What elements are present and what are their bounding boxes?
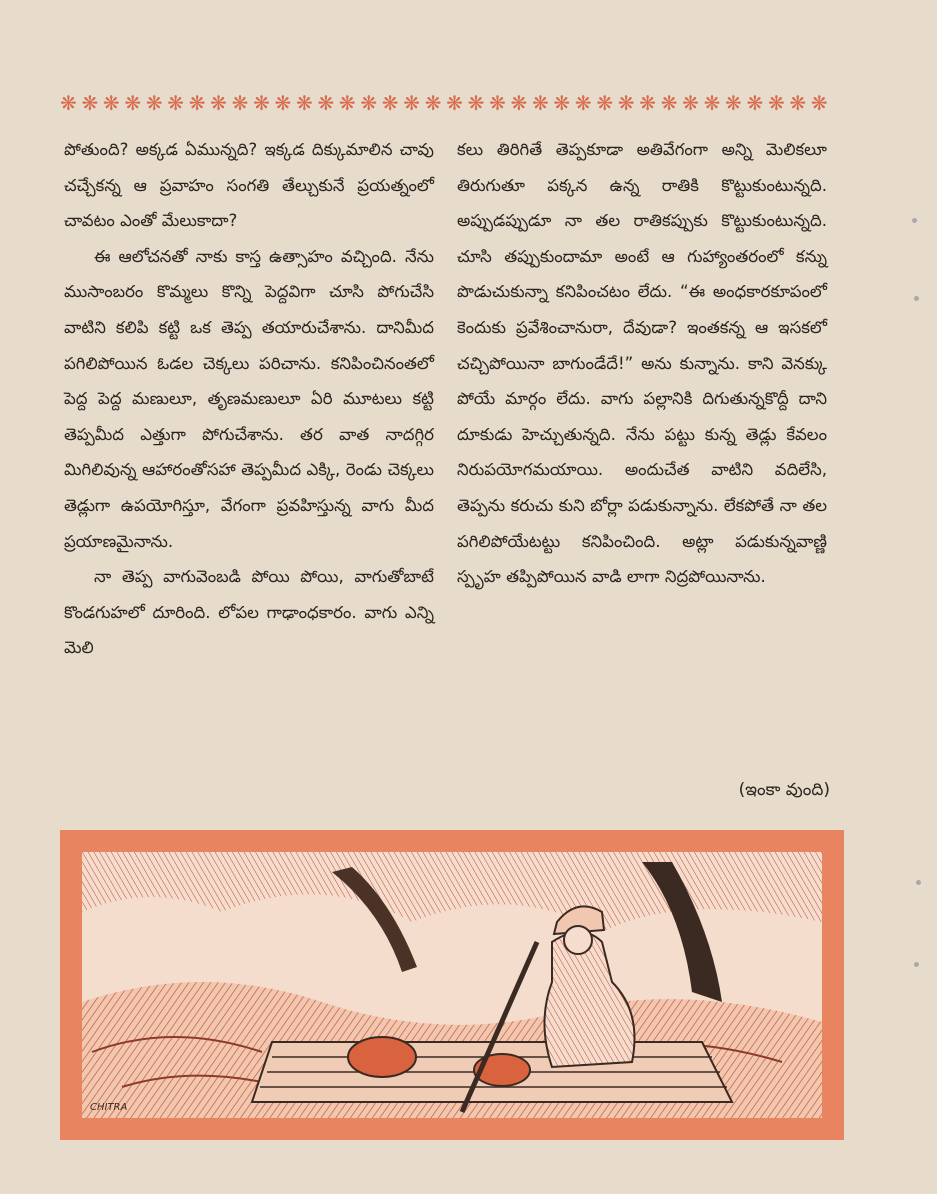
artist-signature: CHITRA [90, 1102, 128, 1113]
border-ornament-icon: ❋ [295, 91, 313, 115]
border-ornament-icon: ❋ [253, 91, 270, 115]
border-ornament-icon: ❋ [317, 91, 335, 115]
left-column [64, 132, 434, 666]
border-ornament-icon: ❋ [124, 91, 142, 115]
border-ornament-icon: ❋ [553, 91, 571, 115]
right-column [457, 132, 827, 595]
border-ornament-icon: ❋ [360, 91, 378, 115]
border-ornament-icon: ❋ [274, 91, 292, 115]
border-ornament-icon: ❋ [446, 91, 463, 115]
decorative-border [60, 90, 828, 116]
border-ornament-icon: ❋ [574, 91, 592, 115]
border-ornament-icon: ❋ [188, 91, 206, 115]
border-ornament-icon: ❋ [467, 91, 485, 115]
border-ornament-icon: ❋ [81, 91, 99, 115]
border-ornament-icon: ❋ [424, 91, 442, 115]
border-ornament-icon: ❋ [660, 91, 678, 115]
border-ornament-icon: ❋ [102, 91, 120, 115]
scan-dot [914, 296, 919, 301]
paragraph: ఈ ఆలోచనతో నాకు కాస్త ఉత్సాహం వచ్చింది. నేను ముసాంబరం కొమ్మలు కొన్ని పెద్దవిగా చూసి పోగుచేసి వాటిని కలిపి కట్టి ఒక తెప్ప తయారుచేశాను. దానిమీద పగిలిపోయిన ఓడల చెక్కలు పరిచాను. కనిపించినంతలో పెద్ద పెద్ద మణులూ, తృణమణులూ ఏరి మూటలు కట్టి తెప్పమీద ఎత్తుగా పోగుచేశాను. తర వాత నాదగ్గిర మిగిలివున్న ఆహారంతోసహా తెప్పమీద ఎక్కి, రెండు చెక్కలు తెడ్లుగా ఉపయోగిస్తూ, వేగంగా ప్రవహిస్తున్న వాగు మీద ప్రయాణమైనాను. [64, 246, 434, 551]
border-ornament-icon: ❋ [510, 91, 528, 115]
scan-dot [914, 962, 919, 967]
border-ornament-icon: ❋ [596, 91, 614, 115]
border-ornament-icon: ❋ [746, 91, 764, 115]
border-ornament-icon: ❋ [531, 91, 549, 115]
border-ornament-icon: ❋ [145, 91, 163, 115]
border-ornament-icon: ❋ [231, 91, 249, 115]
border-ornament-icon: ❋ [60, 91, 77, 115]
border-ornament-icon: ❋ [381, 91, 399, 115]
border-ornament-icon: ❋ [789, 91, 807, 115]
illustration-frame [60, 830, 844, 1140]
border-ornament-icon: ❋ [617, 91, 635, 115]
scan-dot [916, 880, 921, 885]
paragraph: పోతుంది? అక్కడ ఏమున్నది? ఇక్కడ దిక్కుమాలిన చావు చచ్చేకన్న ఆ ప్రవాహం సంగతి తేల్చుకునే ప్రయత్నంలో చావటం ఎంతో మేలుకాదా? [64, 140, 434, 231]
border-ornament-icon: ❋ [210, 91, 227, 115]
to-be-continued: (ఇంకా వుంది) [738, 780, 830, 800]
border-ornament-icon: ❋ [403, 91, 421, 115]
border-ornament-icon: ❋ [489, 91, 506, 115]
border-ornament-icon: ❋ [725, 91, 742, 115]
illustration [82, 852, 822, 1118]
border-ornament-icon: ❋ [682, 91, 699, 115]
border-ornament-icon: ❋ [167, 91, 185, 115]
paragraph: నా తెప్ప వాగువెంబడి పోయి పోయి, వాగుతోబాటే కొండగుహలో దూరింది. లోపల గాఢాంధకారం. వాగు ఎన్ని మెలి [64, 567, 434, 658]
border-ornament-icon: ❋ [810, 91, 828, 115]
border-ornament-icon: ❋ [639, 91, 656, 115]
scan-dot [912, 218, 917, 223]
border-ornament-icon: ❋ [767, 91, 785, 115]
border-ornament-icon: ❋ [703, 91, 721, 115]
paragraph: కలు తిరిగితే తెప్పకూడా అతివేగంగా అన్ని మెలికలూ తిరుగుతూ పక్కన ఉన్న రాతికి కొట్టుకుంటున్నది. అప్పుడప్పుడూ నా తల రాతికప్పుకు కొట్టుకుంటున్నది. చూసి తప్పుకుందామా అంటే ఆ గుహ్యాంతరంలో కన్ను పొడుచుకున్నా కనిపించటం లేదు. “ఈ అంధకారకూపంలో కెందుకు ప్రవేశించానురా, దేవుడా? ఇంతకన్న ఆ ఇసకలో చచ్చిపోయినా బాగుండేదే!” అను కున్నాను. కాని వెనక్కు పోయే మార్గం లేదు. వాగు పల్లానికి దిగుతున్నకొద్దీ దాని దూకుడు హెచ్చుతున్నది. నేను పట్టు కున్న తెడ్లు కేవలం నిరుపయోగమయాయి. అందుచేత వాటిని వదిలేసి, తెప్పను కరుచు కుని బోర్లా పడుకున్నాను. లేకపోతే నా తల పగిలిపోయేటట్టు కనిపించింది. అట్లా పడుకున్నవాణ్ణి స్పృహ తప్పిపోయిన వాడి లాగా నిద్రపోయినాను. [457, 140, 827, 587]
border-ornament-icon: ❋ [338, 91, 356, 115]
